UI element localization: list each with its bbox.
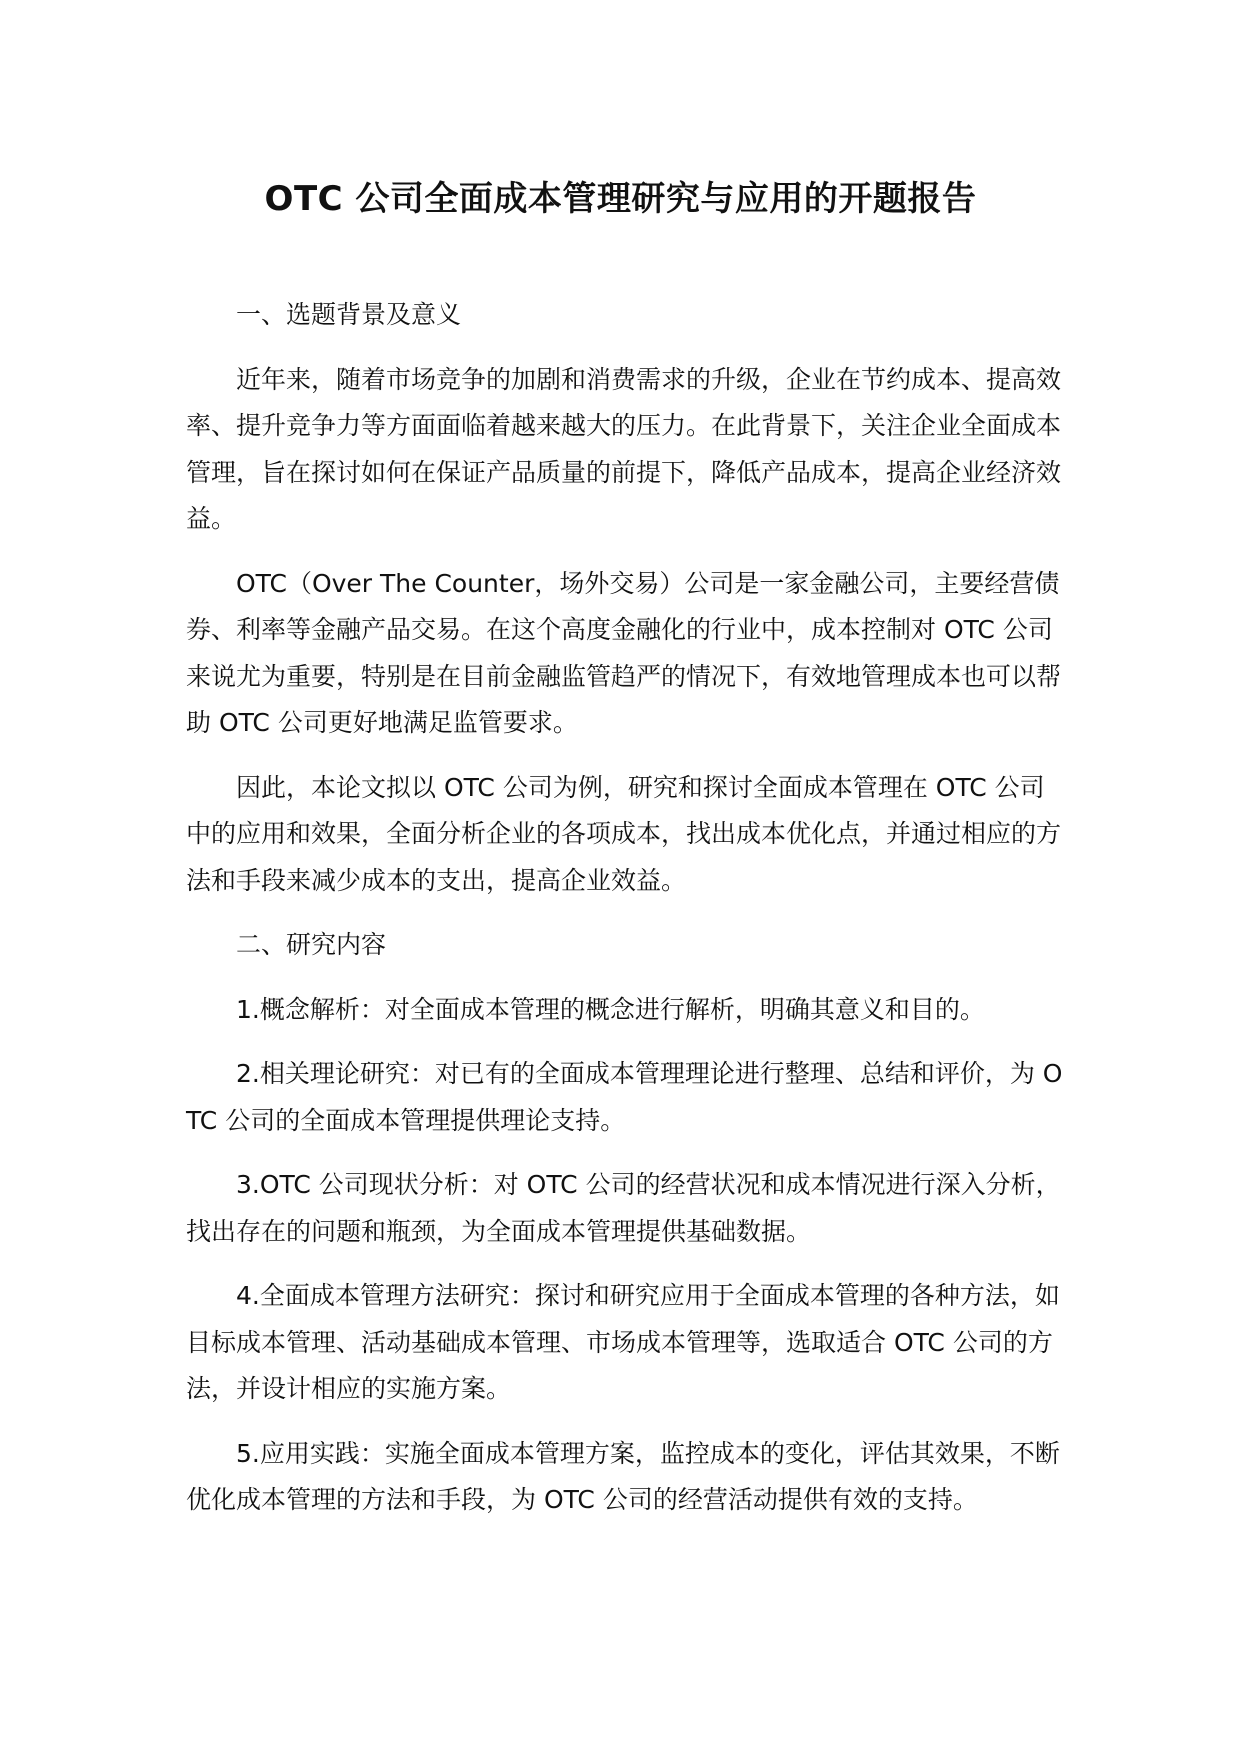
paragraph-background: 近年来，随着市场竞争的加剧和消费需求的升级，企业在节约成本、提高效率、提升竞争力等方面面临着越来越大的压力。在此背景下，关注企业全面成本管理，旨在探讨如何在保证产品质量的前提下，降低产品成本，提高企业经济效益。	[186, 364, 1062, 533]
list-item-methods: 4.全面成本管理方法研究：探讨和研究应用于全面成本管理的各种方法，如目标成本管理、活动基础成本管理、市场成本管理等，选取适合 OTC 公司的方法，并设计相应的实施方案。	[186, 1281, 1060, 1403]
list-item-theory: 2.相关理论研究：对已有的全面成本管理理论进行整理、总结和评价，为 OTC 公司的全面成本管理提供理论支持。	[186, 1059, 1063, 1135]
section-heading-background: 一、选题背景及意义	[236, 300, 462, 329]
list-item-practice: 5.应用实践：实施全面成本管理方案，监控成本的变化，评估其效果，不断优化成本管理的方法和手段，为 OTC 公司的经营活动提供有效的支持。	[186, 1438, 1060, 1514]
document-title: OTC 公司全面成本管理研究与应用的开题报告	[264, 179, 977, 219]
list-item-concept: 1.概念解析：对全面成本管理的概念进行解析，明确其意义和目的。	[236, 994, 985, 1024]
list-item-status-analysis: 3.OTC 公司现状分析：对 OTC 公司的经营状况和成本情况进行深入分析，找出存在的问题和瓶颈，为全面成本管理提供基础数据。	[186, 1170, 1061, 1246]
paragraph-otc-intro: OTC（Over The Counter，场外交易）公司是一家金融公司，主要经营债券、利率等金融产品交易。在这个高度金融化的行业中，成本控制对 OTC 公司来说尤为重要，特别是在目前金融监管趋严的情况下，有效地管理成本也可以帮助 OTC 公司更好地满足监管要求。	[186, 568, 1062, 737]
section-heading-research-content: 二、研究内容	[236, 930, 387, 959]
document-body	[186, 292, 1066, 1542]
paragraph-research-aim: 因此，本论文拟以 OTC 公司为例，研究和探讨全面成本管理在 OTC 公司中的应用和效果，全面分析企业的各项成本，找出成本优化点，并通过相应的方法和手段来减少成本的支出，提高企业效益。	[186, 772, 1062, 895]
